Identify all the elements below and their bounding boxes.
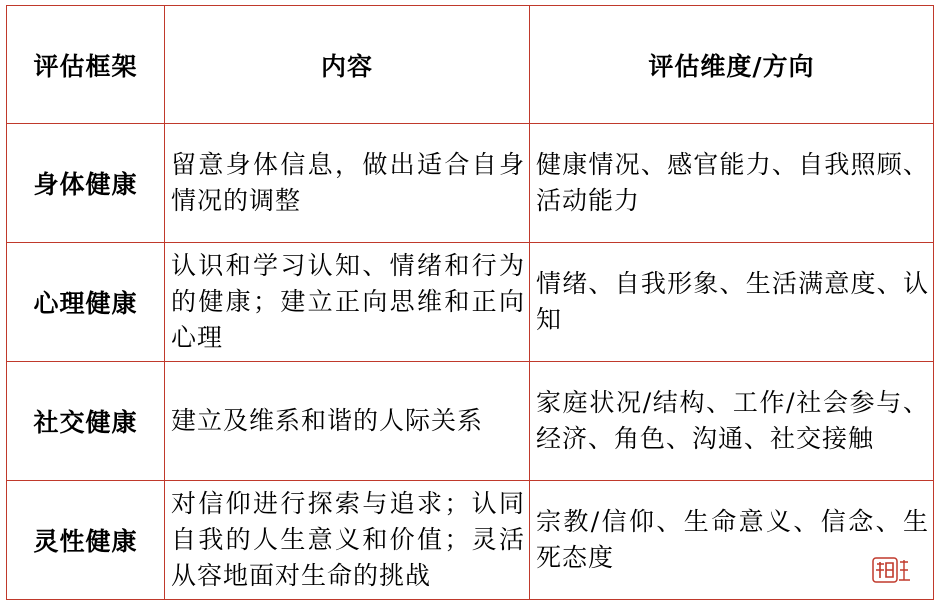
logo-stamp-graphic: [872, 556, 912, 584]
content-cell: 认识和学习认知、情绪和行为的健康；建立正向思维和正向心理: [165, 243, 530, 362]
framework-cell: 社交健康: [7, 362, 165, 481]
header-framework: 评估框架: [7, 6, 165, 124]
dimensions-cell: 家庭状况/结构、工作/社会参与、经济、角色、沟通、社交接触: [530, 362, 934, 481]
logo-stamp-icon: [872, 556, 912, 584]
dimensions-cell: 宗教/信仰、生命意义、信念、生死态度: [530, 481, 934, 600]
content-cell: 留意身体信息，做出适合自身情况的调整: [165, 124, 530, 243]
dimensions-cell: 健康情况、感官能力、自我照顾、活动能力: [530, 124, 934, 243]
framework-cell: 灵性健康: [7, 481, 165, 600]
table-row: [7, 243, 934, 362]
table-row: [7, 362, 934, 481]
dimensions-cell: 情绪、自我形象、生活满意度、认知: [530, 243, 934, 362]
framework-cell: 身体健康: [7, 124, 165, 243]
assessment-framework-table: [6, 5, 934, 600]
header-content: 内容: [165, 6, 530, 124]
table-row: [7, 481, 934, 600]
header-dimensions: 评估维度/方向: [530, 6, 934, 124]
table-row: [7, 124, 934, 243]
framework-cell: 心理健康: [7, 243, 165, 362]
table-header-row: [7, 6, 934, 124]
content-cell: 对信仰进行探索与追求；认同自我的人生意义和价值；灵活从容地面对生命的挑战: [165, 481, 530, 600]
content-cell: 建立及维系和谐的人际关系: [165, 362, 530, 481]
